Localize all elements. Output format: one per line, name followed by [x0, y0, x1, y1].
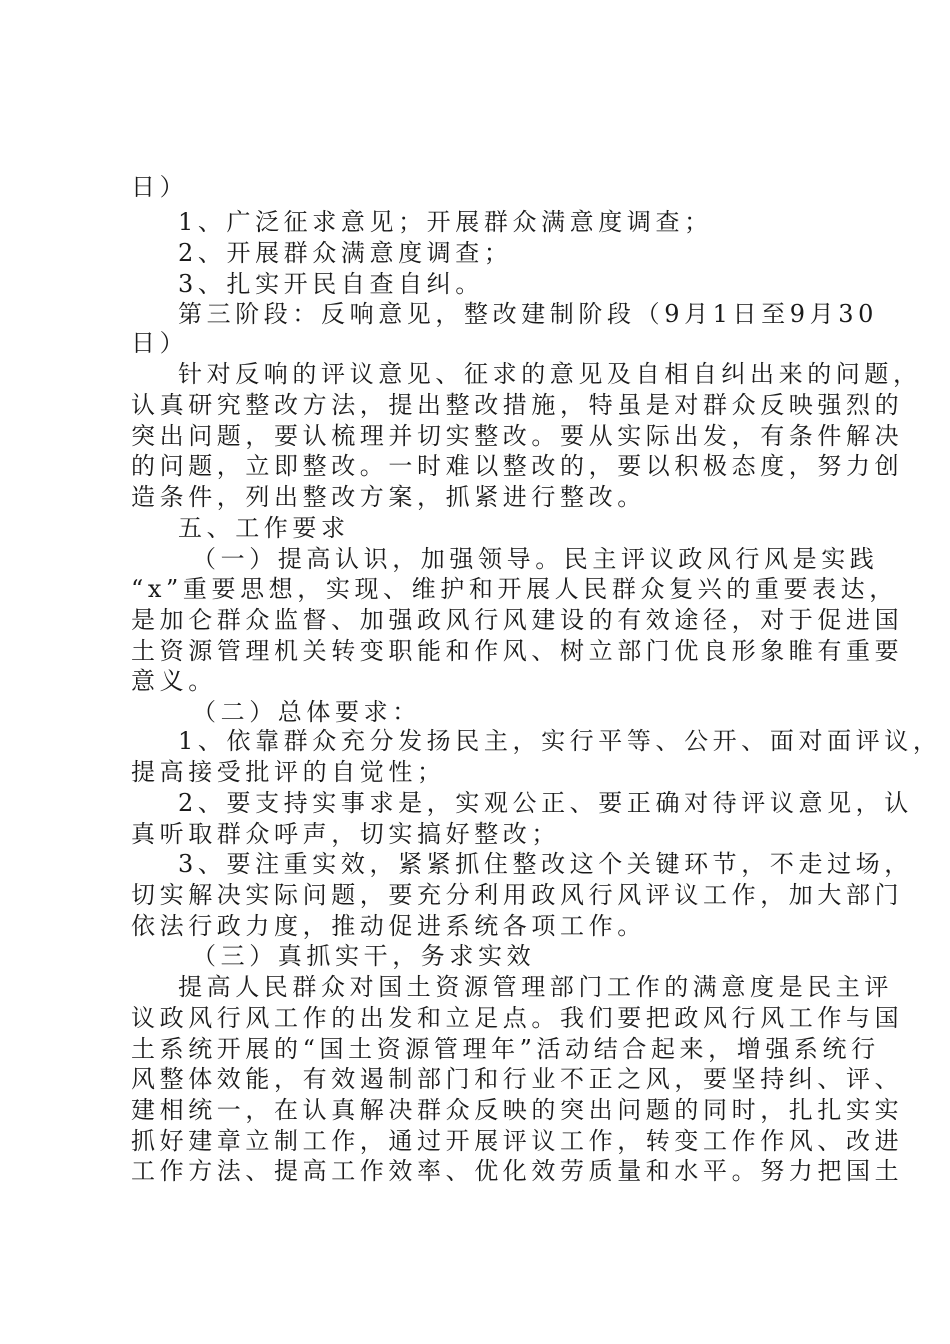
stage-three-heading: 第三阶段：反响意见，整改建制阶段（9月1日至9月30 — [178, 300, 878, 328]
paragraph-line: 是加仑群众监督、加强政风行风建设的有效途径，对于促进国 — [131, 606, 904, 634]
subsection-heading-2: （二）总体要求： — [192, 698, 421, 726]
paragraph-line: 工作方法、提高工作效率、优化效劳质量和水平。努力把国土 — [131, 1157, 904, 1185]
text-line-continuation: 日） — [131, 173, 189, 201]
list-item-1: 1、广泛征求意见；开展群众满意度调查； — [178, 208, 713, 236]
requirement-item-2: 2、要支持实事求是，实观公正、要正确对待评议意见，认 — [178, 789, 913, 817]
paragraph-line: 风整体效能，有效遏制部门和行业不正之风，要坚持纠、评、 — [131, 1065, 904, 1093]
paragraph-line: 的问题，立即整改。一时难以整改的，要以积极态度，努力创 — [131, 452, 904, 480]
paragraph-line: 土系统开展的“国土资源管理年”活动结合起来，增强系统行 — [131, 1035, 880, 1063]
list-item-3: 3、扎实开民自查自纠。 — [178, 270, 484, 298]
requirement-item-1-cont: 提高接受批评的自觉性； — [131, 758, 446, 786]
paragraph-line: 抓好建章立制工作，通过开展评议工作，转变工作作风、改进 — [131, 1127, 904, 1155]
subsection-heading-1: （一）提高认识，加强领导。民主评议政风行风是实践 — [192, 545, 879, 573]
paragraph-line: 议政风行风工作的出发和立足点。我们要把政风行风工作与国 — [131, 1004, 904, 1032]
paragraph-line: 认真研究整改方法，提出整改措施，特虽是对群众反映强烈的 — [131, 391, 904, 419]
paragraph-line: 提高人民群众对国土资源管理部门工作的满意度是民主评 — [178, 973, 893, 1001]
requirement-item-1: 1、依靠群众充分发扬民主，实行平等、公开、面对面评议， — [178, 727, 942, 755]
paragraph-line: 造条件，列出整改方案，抓紧进行整改。 — [131, 483, 646, 511]
requirement-item-2-cont: 真听取群众呼声，切实搞好整改； — [131, 820, 560, 848]
requirement-item-3: 3、要注重实效，紧紧抓住整改这个关键环节，不走过场， — [178, 850, 913, 878]
paragraph-line: 突出问题，要认梳理并切实整改。要从实际出发，有条件解决 — [131, 422, 904, 450]
paragraph-line: “x”重要思想，实现、维护和开展人民群众复兴的重要表达， — [131, 575, 898, 603]
paragraph-line: 意义。 — [131, 667, 217, 695]
paragraph-line: 建相统一，在认真解决群众反映的突出问题的同时，扎扎实实 — [131, 1096, 904, 1124]
subsection-heading-3: （三）真抓实干，务求实效 — [192, 942, 536, 970]
requirement-item-3-cont: 切实解决实际问题，要充分利用政风行风评议工作，加大部门 — [131, 881, 904, 909]
paragraph-line: 针对反响的评议意见、征求的意见及自相自纠出来的问题， — [178, 360, 922, 388]
requirement-item-3-cont: 依法行政力度，推动促进系统各项工作。 — [131, 912, 646, 940]
stage-three-heading-cont: 日） — [131, 329, 189, 357]
section-heading-work-requirements: 五、工作要求 — [178, 514, 350, 542]
paragraph-line: 土资源管理机关转变职能和作风、树立部门优良形象睢有重要 — [131, 637, 904, 665]
list-item-2: 2、开展群众满意度调查； — [178, 239, 513, 267]
